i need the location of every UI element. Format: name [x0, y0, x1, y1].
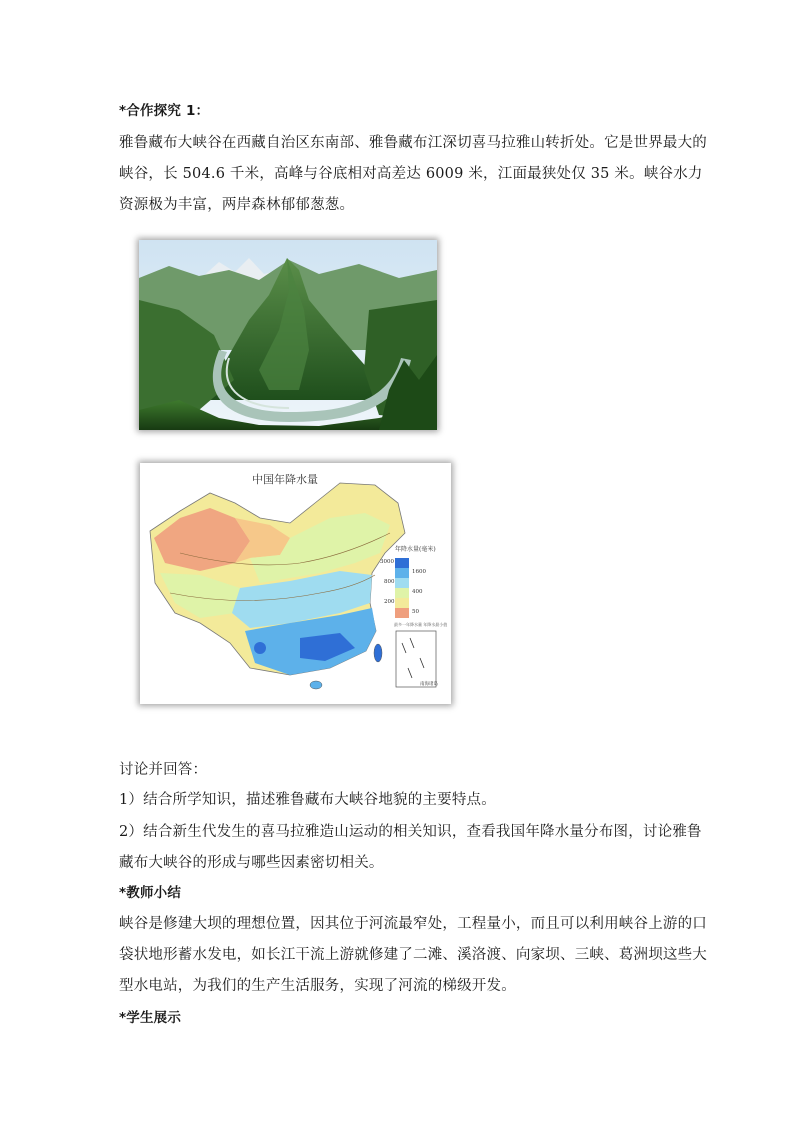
teacher-summary-line-1: 峡谷是修建大坝的理想位置，因其位于河流最窄处，工程量小，而且可以利用峡谷上游的口 [119, 916, 707, 932]
student-show-heading: *学生展示 [119, 1010, 182, 1026]
legend-note: 最多一年降水量 年降水最小值 [394, 622, 448, 627]
legend-value-200: 200 [384, 599, 395, 605]
legend-value-800: 800 [384, 579, 395, 585]
question-2-line-2: 藏布大峡谷的形成与哪些因素密切相关。 [119, 855, 384, 871]
south-china-sea-inset [396, 631, 436, 687]
paragraph-line-1: 雅鲁藏布大峡谷在西藏自治区东南部、雅鲁藏布江深切喜马拉雅山转折处。它是世界最大的 [119, 135, 707, 151]
section-heading-cooperation: *合作探究 1： [119, 103, 210, 119]
precipitation-map [140, 463, 451, 704]
paragraph-line-2: 峡谷，长 504.6 千米，高峰与谷底相对高差达 6009 米，江面最狭处仅 35 米。峡谷水力 [119, 166, 703, 182]
map-title: 中国年降水量 [252, 473, 318, 486]
paragraph-line-3: 资源极为丰富，两岸森林郁郁葱葱。 [119, 197, 355, 213]
teacher-summary-heading: *教师小结 [119, 885, 182, 901]
hainan-island [310, 681, 322, 689]
teacher-summary-line-3: 型水电站，为我们的生产生活服务，实现了河流的梯级开发。 [119, 978, 516, 994]
legend-value-50: 50 [412, 609, 419, 615]
taiwan-island [374, 644, 382, 662]
legend-value-3000: 3000 [380, 559, 394, 565]
inset-label: 南海诸岛 [420, 682, 438, 687]
legend-value-400: 400 [412, 589, 423, 595]
legend-title: 年降水量(毫米) [395, 546, 436, 553]
question-1: 1）结合所学知识，描述雅鲁藏布大峡谷地貌的主要特点。 [119, 792, 496, 808]
canyon-photo [139, 240, 437, 430]
question-2-line-1: 2）结合新生代发生的喜马拉雅造山运动的相关知识，查看我国年降水量分布图，讨论雅鲁 [119, 824, 702, 840]
legend-value-1600: 1600 [412, 569, 426, 575]
discussion-heading: 讨论并回答： [119, 762, 208, 778]
teacher-summary-line-2: 袋状地形蓄水发电，如长江干流上游就修建了二滩、溪洛渡、向家坝、三峡、葛洲坝这些大 [119, 947, 707, 963]
